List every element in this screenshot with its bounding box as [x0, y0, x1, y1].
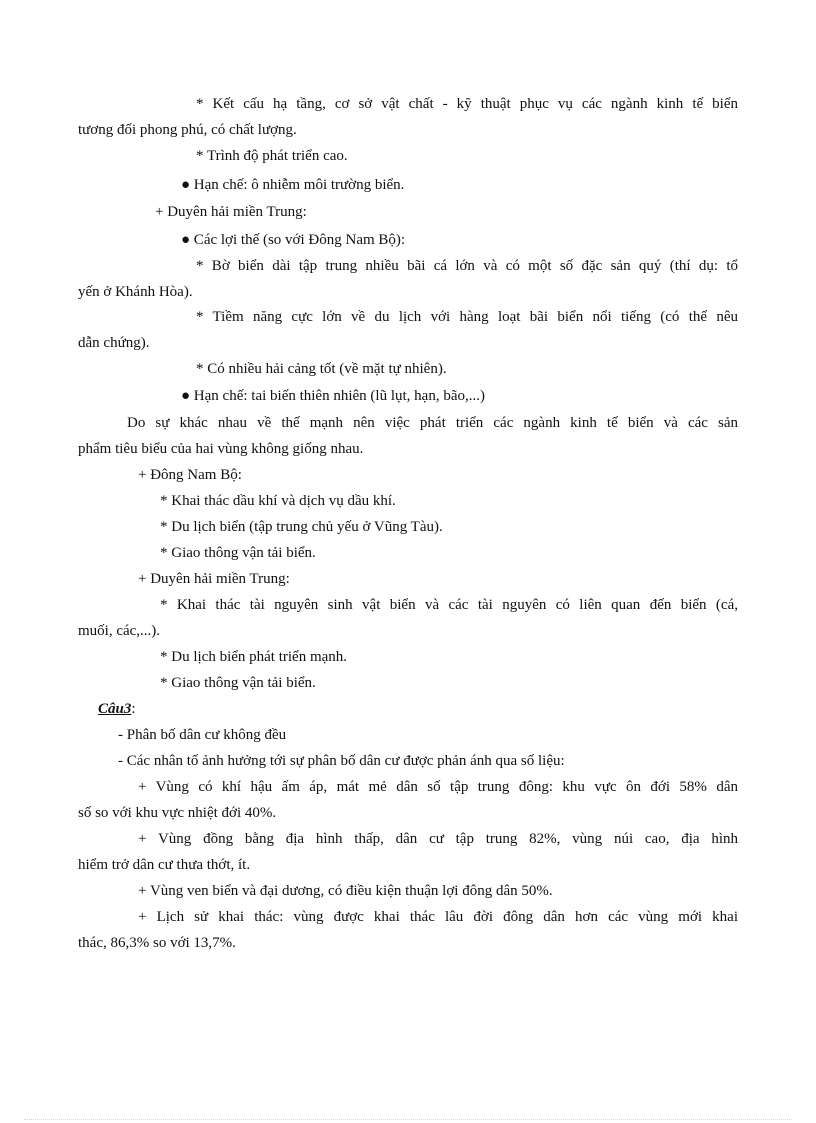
page-bottom-rule	[24, 1119, 792, 1120]
text-line: dẫn chứng).	[78, 335, 150, 351]
text-line: * Kết cấu hạ tầng, cơ sở vật chất - kỹ thuật phục vụ các ngành kinh tế biển	[196, 96, 738, 112]
text-line: - Các nhân tố ảnh hưởng tới sự phân bố dân cư được phản ánh qua số liệu:	[118, 753, 565, 769]
text-line: + Vùng có khí hậu ấm áp, mát mẻ dân số tập trung đông: khu vực ôn đới 58% dân	[138, 779, 738, 795]
text-line: yến ở Khánh Hòa).	[78, 284, 193, 300]
text-line: * Khai thác dầu khí và dịch vụ dầu khí.	[160, 493, 396, 509]
text-line: * Tiềm năng cực lớn về du lịch với hàng loạt bãi biển nổi tiếng (có thể nêu	[196, 309, 738, 325]
text-line: hiểm trở dân cư thưa thớt, ít.	[78, 857, 251, 873]
text-line: * Bờ biển dài tập trung nhiều bãi cá lớn và có một số đặc sản quý (thí dụ: tổ	[196, 258, 738, 274]
text-line: muối, các,...).	[78, 623, 161, 639]
text-line: * Trình độ phát triển cao.	[196, 148, 348, 164]
text-line: * Giao thông vận tải biển.	[160, 675, 316, 691]
text-line: * Du lịch biển phát triển mạnh.	[160, 649, 348, 665]
text-line: * Có nhiều hải cảng tốt (về mặt tự nhiên).	[196, 361, 447, 377]
text-line: * Khai thác tài nguyên sinh vật biển và các tài nguyên có liên quan đến biển (cá,	[160, 597, 738, 613]
text-line: + Vùng đồng bằng địa hình thấp, dân cư tập trung 82%, vùng núi cao, địa hình	[138, 831, 738, 847]
text-line: * Du lịch biển (tập trung chủ yếu ở Vũng Tàu).	[160, 519, 443, 535]
text-line: + Duyên hải miền Trung:	[138, 571, 290, 587]
question-heading-colon: :	[131, 701, 136, 717]
text-line: + Đông Nam Bộ:	[138, 467, 242, 483]
text-line: + Vùng ven biển và đại dương, có điều kiện thuận lợi đông dân 50%.	[138, 883, 553, 899]
text-line: + Lịch sử khai thác: vùng được khai thác lâu đời đông dân hơn các vùng mới khai	[138, 909, 738, 925]
text-line: số so với khu vực nhiệt đới 40%.	[78, 805, 277, 821]
text-line: ● Hạn chế: ô nhiễm môi trường biển.	[181, 177, 405, 193]
text-line: ● Các lợi thế (so với Đông Nam Bộ):	[181, 232, 406, 248]
text-line: ● Hạn chế: tai biến thiên nhiên (lũ lụt, hạn, bão,...)	[181, 388, 485, 404]
text-line: Do sự khác nhau về thế mạnh nên việc phát triển các ngành kinh tế biển và các sản	[127, 415, 738, 431]
question-heading-label: Câu3	[98, 701, 132, 717]
text-line: - Phân bố dân cư không đều	[118, 727, 287, 743]
text-line: thác, 86,3% so với 13,7%.	[78, 935, 236, 951]
text-line: tương đối phong phú, có chất lượng.	[78, 122, 297, 138]
text-line: + Duyên hải miền Trung:	[155, 204, 307, 220]
question-heading	[98, 699, 758, 719]
text-line: phẩm tiêu biểu của hai vùng không giống nhau.	[78, 441, 364, 457]
text-line: * Giao thông vận tải biển.	[160, 545, 316, 561]
